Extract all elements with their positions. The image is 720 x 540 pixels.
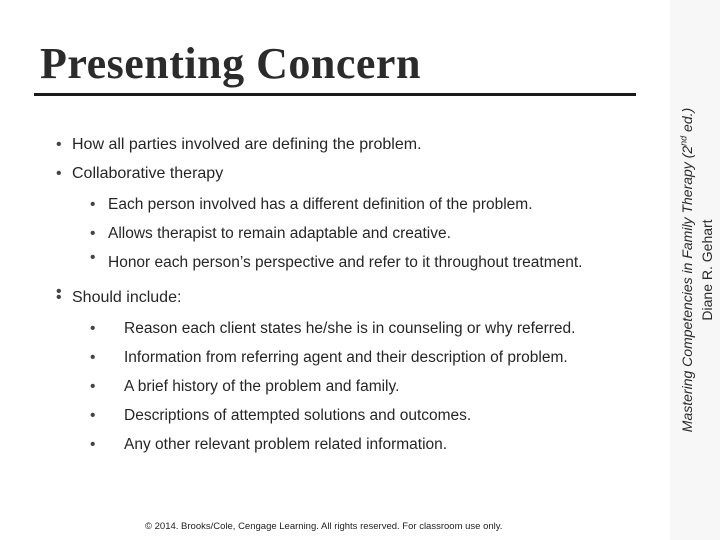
- book-title-main: Mastering Competencies in Family Therapy (2: [678, 145, 695, 433]
- bullet-item: [56, 283, 656, 459]
- sub-bullet-item: • Each person involved has a different definition of the problem.: [88, 190, 656, 219]
- book-title: [679, 108, 695, 432]
- bullet-text: Collaborative therapy: [72, 165, 224, 182]
- bullet-item: [56, 159, 656, 277]
- bullet-text: How all parties involved are defining the problem.: [72, 136, 422, 153]
- author-name: Diane R. Gehart: [698, 219, 715, 321]
- sub-bullet-item: • Descriptions of attempted solutions and outcomes.: [88, 401, 656, 430]
- sidebar-caption: [673, 0, 717, 540]
- copyright-footer: © 2014. Brooks/Cole, Cengage Learning. All rights reserved. For classroom use only.: [145, 521, 503, 532]
- sub-bullet-item: • Allows therapist to remain adaptable and creative.: [88, 219, 656, 248]
- sub-bullet-item: • Honor each person’s perspective and refer to it throughout treatment.: [88, 248, 656, 277]
- slide-title: Presenting Concern: [40, 39, 421, 88]
- sub-bullet-item: • Information from referring agent and their description of problem.: [88, 343, 656, 372]
- bullet-text: Should include:: [72, 289, 182, 306]
- sub-bullet-item: • Any other relevant problem related information.: [88, 430, 656, 459]
- sub-bullet-item: • Reason each client states he/she is in counseling or why referred.: [88, 314, 656, 343]
- sub-bullet-list: [72, 190, 656, 277]
- book-title-superscript: nd: [678, 135, 689, 146]
- bullet-list: [56, 130, 656, 459]
- slide-body: [56, 130, 656, 459]
- sub-bullet-item: • A brief history of the problem and family.: [88, 372, 656, 401]
- bullet-item: [56, 130, 656, 159]
- sub-bullet-list: [72, 314, 656, 459]
- title-underline: [34, 93, 636, 96]
- book-title-edition: ed.): [678, 107, 695, 136]
